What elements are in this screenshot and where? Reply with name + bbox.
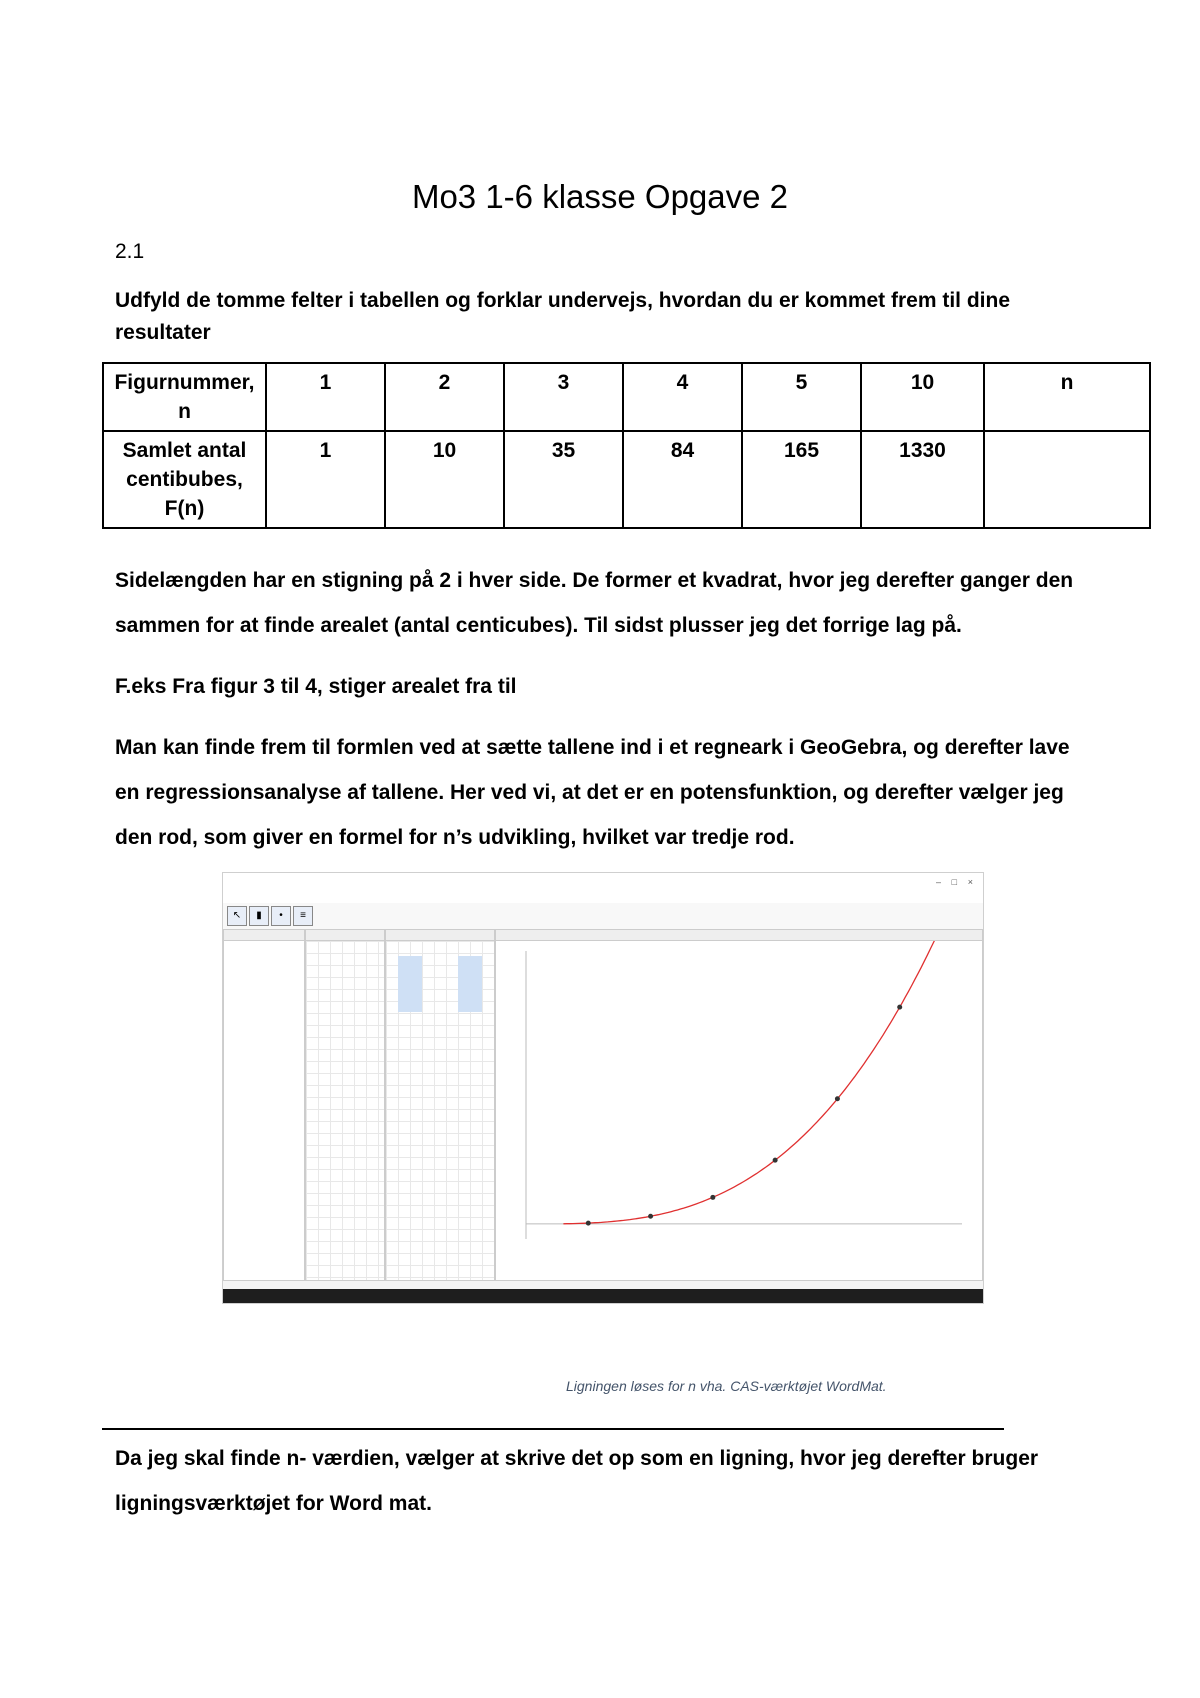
table-row bbox=[103, 431, 1150, 528]
table-row-label bbox=[103, 431, 266, 528]
close-icon: × bbox=[967, 877, 973, 887]
geogebra-toolbar bbox=[223, 903, 983, 930]
table-cell: n bbox=[984, 363, 1150, 431]
row-label-line: Samlet antal bbox=[122, 439, 247, 462]
data-point bbox=[773, 1158, 778, 1163]
move-tool-icon: ↖ bbox=[227, 906, 247, 926]
regression-plot bbox=[496, 941, 982, 1279]
data-point bbox=[586, 1221, 591, 1226]
paragraph-line: Sidelængden har en stigning på 2 i hver side. De former et kvadrat, hvor jeg derefter ganger den bbox=[115, 569, 1074, 592]
paragraph-line: sammen for at finde arealet (antal centicubes). Til sidst plusser jeg det forrige lag på. bbox=[115, 614, 962, 637]
table-cell: 1 bbox=[266, 363, 385, 431]
paragraph-line: Da jeg skal finde n- værdien, vælger at skrive det op som en ligning, hvor jeg derefter bruger bbox=[115, 1447, 1039, 1470]
data-point bbox=[648, 1214, 653, 1219]
regression-curve bbox=[563, 941, 943, 1224]
data-point bbox=[710, 1195, 715, 1200]
table-cell: 10 bbox=[861, 363, 984, 431]
table-header-label bbox=[103, 363, 266, 431]
row-label-line: n bbox=[178, 400, 191, 423]
algebra-panel bbox=[223, 929, 305, 1281]
figure-table bbox=[102, 362, 1151, 529]
paragraph-3 bbox=[115, 725, 1095, 860]
table-cell: 4 bbox=[623, 363, 742, 431]
figure-caption: Ligningen løses for n vha. CAS-værktøjet WordMat. bbox=[566, 1378, 887, 1394]
table-cell[interactable] bbox=[984, 431, 1150, 528]
row-label-line: F(n) bbox=[164, 497, 205, 520]
task-text: Udfyld de tomme felter i tabellen og forklar undervejs, hvordan du er kommet frem til dine resultater bbox=[115, 289, 1011, 344]
maximize-icon: □ bbox=[951, 877, 957, 887]
point-tool-icon: • bbox=[271, 906, 291, 926]
paragraph-2: F.eks Fra figur 3 til 4, stiger arealet fra til bbox=[115, 675, 517, 698]
paragraph-line: den rod, som giver en formel for n’s udvikling, hvilket var tredje rod. bbox=[115, 826, 795, 849]
row-label-line: Figurnummer, bbox=[114, 371, 255, 394]
horizontal-rule bbox=[102, 1428, 1004, 1430]
table-row bbox=[103, 363, 1150, 431]
paragraph-line: Man kan finde frem til formlen ved at sætte tallene ind i et regneark i GeoGebra, og derefter lave bbox=[115, 736, 1070, 759]
paragraph-line: en regressionsanalyse af tallene. Her ved vi, at det er en potensfunktion, og derefter vælger jeg bbox=[115, 781, 1064, 804]
table-cell: 10 bbox=[385, 431, 504, 528]
menu-bar bbox=[223, 891, 983, 903]
graphics-panel bbox=[495, 929, 983, 1281]
paragraph-4 bbox=[115, 1436, 1095, 1526]
table-cell: 165 bbox=[742, 431, 861, 528]
table-cell: 5 bbox=[742, 363, 861, 431]
paragraph-line: ligningsværktøjet for Word mat. bbox=[115, 1492, 432, 1515]
row-label-line: centibubes, bbox=[126, 468, 243, 491]
windows-taskbar bbox=[223, 1289, 983, 1303]
table-cell: 35 bbox=[504, 431, 623, 528]
table-cell: 2 bbox=[385, 363, 504, 431]
table-cell: 84 bbox=[623, 431, 742, 528]
document-title: Mo3 1-6 klasse Opgave 2 bbox=[411, 178, 789, 215]
table-cell: 3 bbox=[504, 363, 623, 431]
spreadsheet-panel bbox=[385, 929, 495, 1281]
table-cell: 1 bbox=[266, 431, 385, 528]
selected-cells bbox=[458, 956, 482, 1012]
grid-panel bbox=[305, 929, 385, 1281]
window-titlebar bbox=[223, 873, 983, 891]
geogebra-screenshot bbox=[222, 872, 984, 1304]
minimize-icon: – bbox=[935, 877, 941, 887]
section-number: 2.1 bbox=[115, 240, 145, 263]
chart-tool-icon: ▮ bbox=[249, 906, 269, 926]
table-cell: 1330 bbox=[861, 431, 984, 528]
data-point bbox=[897, 1005, 902, 1010]
data-point bbox=[835, 1096, 840, 1101]
paragraph-1 bbox=[115, 558, 1095, 648]
list-tool-icon: ≡ bbox=[293, 906, 313, 926]
selected-cells bbox=[398, 956, 422, 1012]
